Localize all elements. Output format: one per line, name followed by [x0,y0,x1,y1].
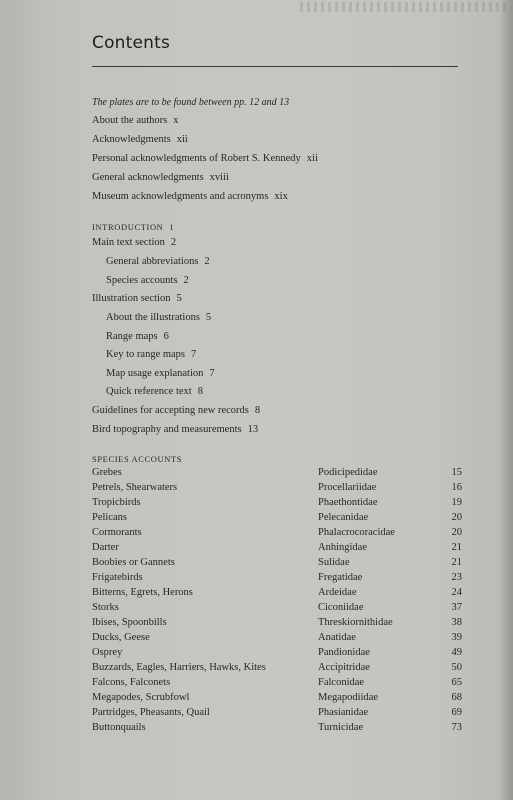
toc-entry [92,153,318,165]
page-number: 20 [451,512,462,523]
common-name: Bitterns, Egrets, Herons [92,587,193,598]
page-number: 16 [451,482,462,493]
toc-entry-label: Species accounts [106,275,178,286]
toc-entry-page: 13 [247,424,259,435]
toc-entry-page: 8 [197,386,203,397]
table-row [92,707,462,722]
section-heading-introduction [92,221,174,233]
toc-entry-label: Map usage explanation [106,368,204,379]
toc-entry-label: Main text section [92,237,165,248]
toc-subentry [106,331,169,343]
page-number: 65 [451,677,462,688]
toc-entry-page: 2 [183,275,189,286]
family-name: Anatidae [318,632,356,643]
family-name: Phasianidae [318,707,369,718]
page-number: 21 [451,542,462,553]
table-row [92,527,462,542]
page-title: Contents [92,33,171,53]
toc-entry-page: 5 [176,293,182,304]
toc-entry-page: 7 [191,349,197,360]
toc-subentry [106,386,203,398]
table-row [92,542,462,557]
toc-entry-label: Personal acknowledgments of Robert S. Kennedy [92,153,301,164]
toc-entry-label: Guidelines for accepting new records [92,405,249,416]
toc-entry-label: General acknowledgments [92,172,204,183]
title-rule [92,66,458,67]
toc-entry-label: Key to range maps [106,349,186,360]
common-name: Frigatebirds [92,572,143,583]
section-heading-page: 1 [169,222,175,232]
page-number: 38 [451,617,462,628]
page-number: 19 [451,497,462,508]
page-number: 68 [451,692,462,703]
species-table [92,467,462,737]
common-name: Buzzards, Eagles, Harriers, Hawks, Kites [92,662,266,673]
table-row [92,647,462,662]
toc-entry [92,237,176,249]
common-name: Ibises, Spoonbills [92,617,167,628]
toc-entry [92,191,288,203]
toc-entry-label: Quick reference text [106,386,192,397]
table-row [92,497,462,512]
toc-entry-label: About the illustrations [106,312,200,323]
table-row [92,572,462,587]
page-number: 15 [451,467,462,478]
toc-entry-label: General abbreviations [106,256,199,267]
toc-entry-label: Illustration section [92,293,171,304]
toc-subentry [106,312,211,324]
toc-entry-label: About the authors [92,115,168,126]
toc-entry-label: Bird topography and measurements [92,424,242,435]
page-number: 23 [451,572,462,583]
page-shadow [499,0,513,800]
page-number: 73 [451,722,462,733]
family-name: Threskiornithidae [318,617,393,628]
common-name: Ducks, Geese [92,632,150,643]
family-name: Ciconiidae [318,602,364,613]
toc-entry-page: 7 [209,368,215,379]
family-name: Phalacrocoracidae [318,527,395,538]
family-name: Falconidae [318,677,365,688]
family-name: Pandionidae [318,647,370,658]
toc-entry-page: xviii [209,172,229,183]
toc-entry-page: x [173,115,179,126]
toc-subentry [106,349,196,361]
page-number: 50 [451,662,462,673]
common-name: Cormorants [92,527,142,538]
toc-entry-page: xii [176,134,188,145]
table-row [92,722,462,737]
table-row [92,512,462,527]
table-row [92,467,462,482]
family-name: Pelecanidae [318,512,369,523]
family-name: Sulidae [318,557,350,568]
family-name: Fregatidae [318,572,363,583]
family-name: Podicipedidae [318,467,378,478]
family-name: Turnicidae [318,722,364,733]
common-name: Tropicbirds [92,497,141,508]
toc-entry [92,293,182,305]
page-number: 24 [451,587,462,598]
toc-entry [92,172,229,184]
toc-entry [92,424,258,436]
toc-subentry [106,275,189,287]
family-name: Procellariidae [318,482,377,493]
table-row [92,662,462,677]
toc-entry-page: 2 [170,237,177,248]
section-heading-label: INTRODUCTION [92,222,164,232]
toc-entry-label: Range maps [106,331,158,342]
table-row [92,632,462,647]
table-row [92,617,462,632]
table-row [92,557,462,572]
common-name: Megapodes, Scrubfowl [92,692,190,703]
common-name: Falcons, Falconets [92,677,171,688]
page-number: 49 [451,647,462,658]
common-name: Petrels, Shearwaters [92,482,178,493]
toc-entry-label: Acknowledgments [92,134,171,145]
table-row [92,482,462,497]
family-name: Anhingidae [318,542,367,553]
common-name: Storks [92,602,119,613]
toc-entry [92,134,188,146]
family-name: Accipitridae [318,662,370,673]
table-row [92,587,462,602]
common-name: Darter [92,542,119,553]
toc-entry-page: 2 [204,256,210,267]
page-number: 21 [451,557,462,568]
common-name: Osprey [92,647,123,658]
common-name: Buttonquails [92,722,146,733]
toc-subentry [106,256,210,268]
page-number: 39 [451,632,462,643]
toc-entry [92,405,260,417]
family-name: Ardeidae [318,587,357,598]
common-name: Partridges, Pheasants, Quail [92,707,210,718]
common-name: Boobies or Gannets [92,557,175,568]
table-row [92,677,462,692]
page-number: 37 [451,602,462,613]
toc-entry-page: 8 [254,405,261,416]
section-heading-species-accounts: SPECIES ACCOUNTS [92,454,183,464]
toc-entry-page: xii [306,153,318,164]
common-name: Grebes [92,467,122,478]
toc-subentry [106,368,215,380]
toc-entry-label: Museum acknowledgments and acronyms [92,191,269,202]
table-row [92,602,462,617]
show-through-text [300,2,510,12]
toc-entry [92,115,179,127]
toc-entry-page: xix [274,191,288,202]
plates-note: The plates are to be found between pp. 12 and 13 [92,97,290,108]
page-number: 20 [451,527,462,538]
toc-entry-page: 5 [205,312,212,323]
toc-entry-page: 6 [163,331,169,342]
family-name: Megapodiidae [318,692,379,703]
table-row [92,692,462,707]
common-name: Pelicans [92,512,127,523]
family-name: Phaethontidae [318,497,378,508]
page-number: 69 [451,707,462,718]
